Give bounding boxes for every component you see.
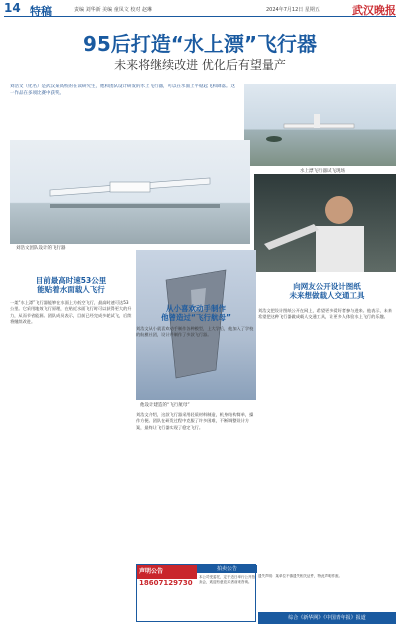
classified-ad <box>136 564 256 622</box>
page-number: 14 <box>4 1 21 15</box>
source-footer: 综合《新华网》《中国青年报》报道 <box>258 612 396 624</box>
photo-aircraft-on-water <box>10 140 250 244</box>
photo-designer-portrait <box>254 174 396 272</box>
caption-bottom-photo: 他设计建造的“飞行航母” <box>140 403 190 408</box>
section-title-open-design: 向网友公开设计图纸 未来想做载人交通工具 <box>289 282 365 300</box>
article-column-right: 刘浩文把设计图纸公开在网上，希望更多爱好者参与进来。他表示，未来希望把这种飞行器做成载人交通工具，让更多人体验水上飞行的乐趣。 <box>258 308 393 320</box>
section-title-speed: 目前最高时速53公里 能贴着水面载人飞行 <box>35 276 107 294</box>
masthead-logo: 武汉晚报 <box>352 4 396 17</box>
caption-top-photo: 水上漂飞行器试飞现场 <box>300 169 345 174</box>
article-column-bottom-mid: 刘浩文介绍，这款飞行器采用轻质材料制造，机身结构简单，操作方便。团队在研发过程中克服了许多困难，不断调整设计方案，最终让飞行器实现了稳定飞行。 <box>136 412 254 430</box>
lead-paragraph: 刘浩文（化名）是武汉某高校的在读研究生，他和团队设计研发的水上飞行器，可以在水面上平稳起飞和降落。这一作品在多项比赛中获奖。 <box>10 84 235 96</box>
notice-block: 遗失声明：某单位不慎遗失相关证件，特此声明作废。 <box>258 574 342 578</box>
article-column-mid: 刘浩文从小就喜欢动手制作各种模型，上大学后，他加入了学校的航模社团，设计并制作了多款飞行器。 <box>136 326 254 338</box>
article-column-left: 一架“水上漂”飞行器能够在水面上方低空飞行，最高时速可达53公里。它采用地效飞行原理，在贴近水面飞行时可以获得更大的升力，从而节省能源。团队成员表示，目前已经完成多轮试飞，后续将继续改进。 <box>10 300 132 325</box>
ad-phone: 18607129730 <box>139 579 193 587</box>
subheadline: 未来将继续改进 优化后有望量产 <box>114 58 286 72</box>
ad-text: 本公司受委托，定于近日举行公开拍卖会，欢迎有意竞买者前来咨询。 <box>199 575 255 584</box>
page-header <box>4 3 396 17</box>
editor-credits: 责编 刘华新 美编 童凤文 校对 赵琳 <box>74 7 152 13</box>
caption-mid-photo: 刘浩文团队设计的飞行器 <box>16 246 66 251</box>
photo-test-flight <box>244 84 396 166</box>
headline: 95后打造“水上漂”飞行器 <box>82 32 318 56</box>
section-name: 特稿 <box>30 5 52 18</box>
ad-title: 拍卖公告 <box>197 565 257 573</box>
section-title-childhood: 从小喜欢动手制作 他曾造过“飞行航母” <box>161 304 231 322</box>
ad-label: 声明公告 <box>137 565 197 579</box>
issue-date: 2024年7月12日 星期五 <box>266 7 320 13</box>
